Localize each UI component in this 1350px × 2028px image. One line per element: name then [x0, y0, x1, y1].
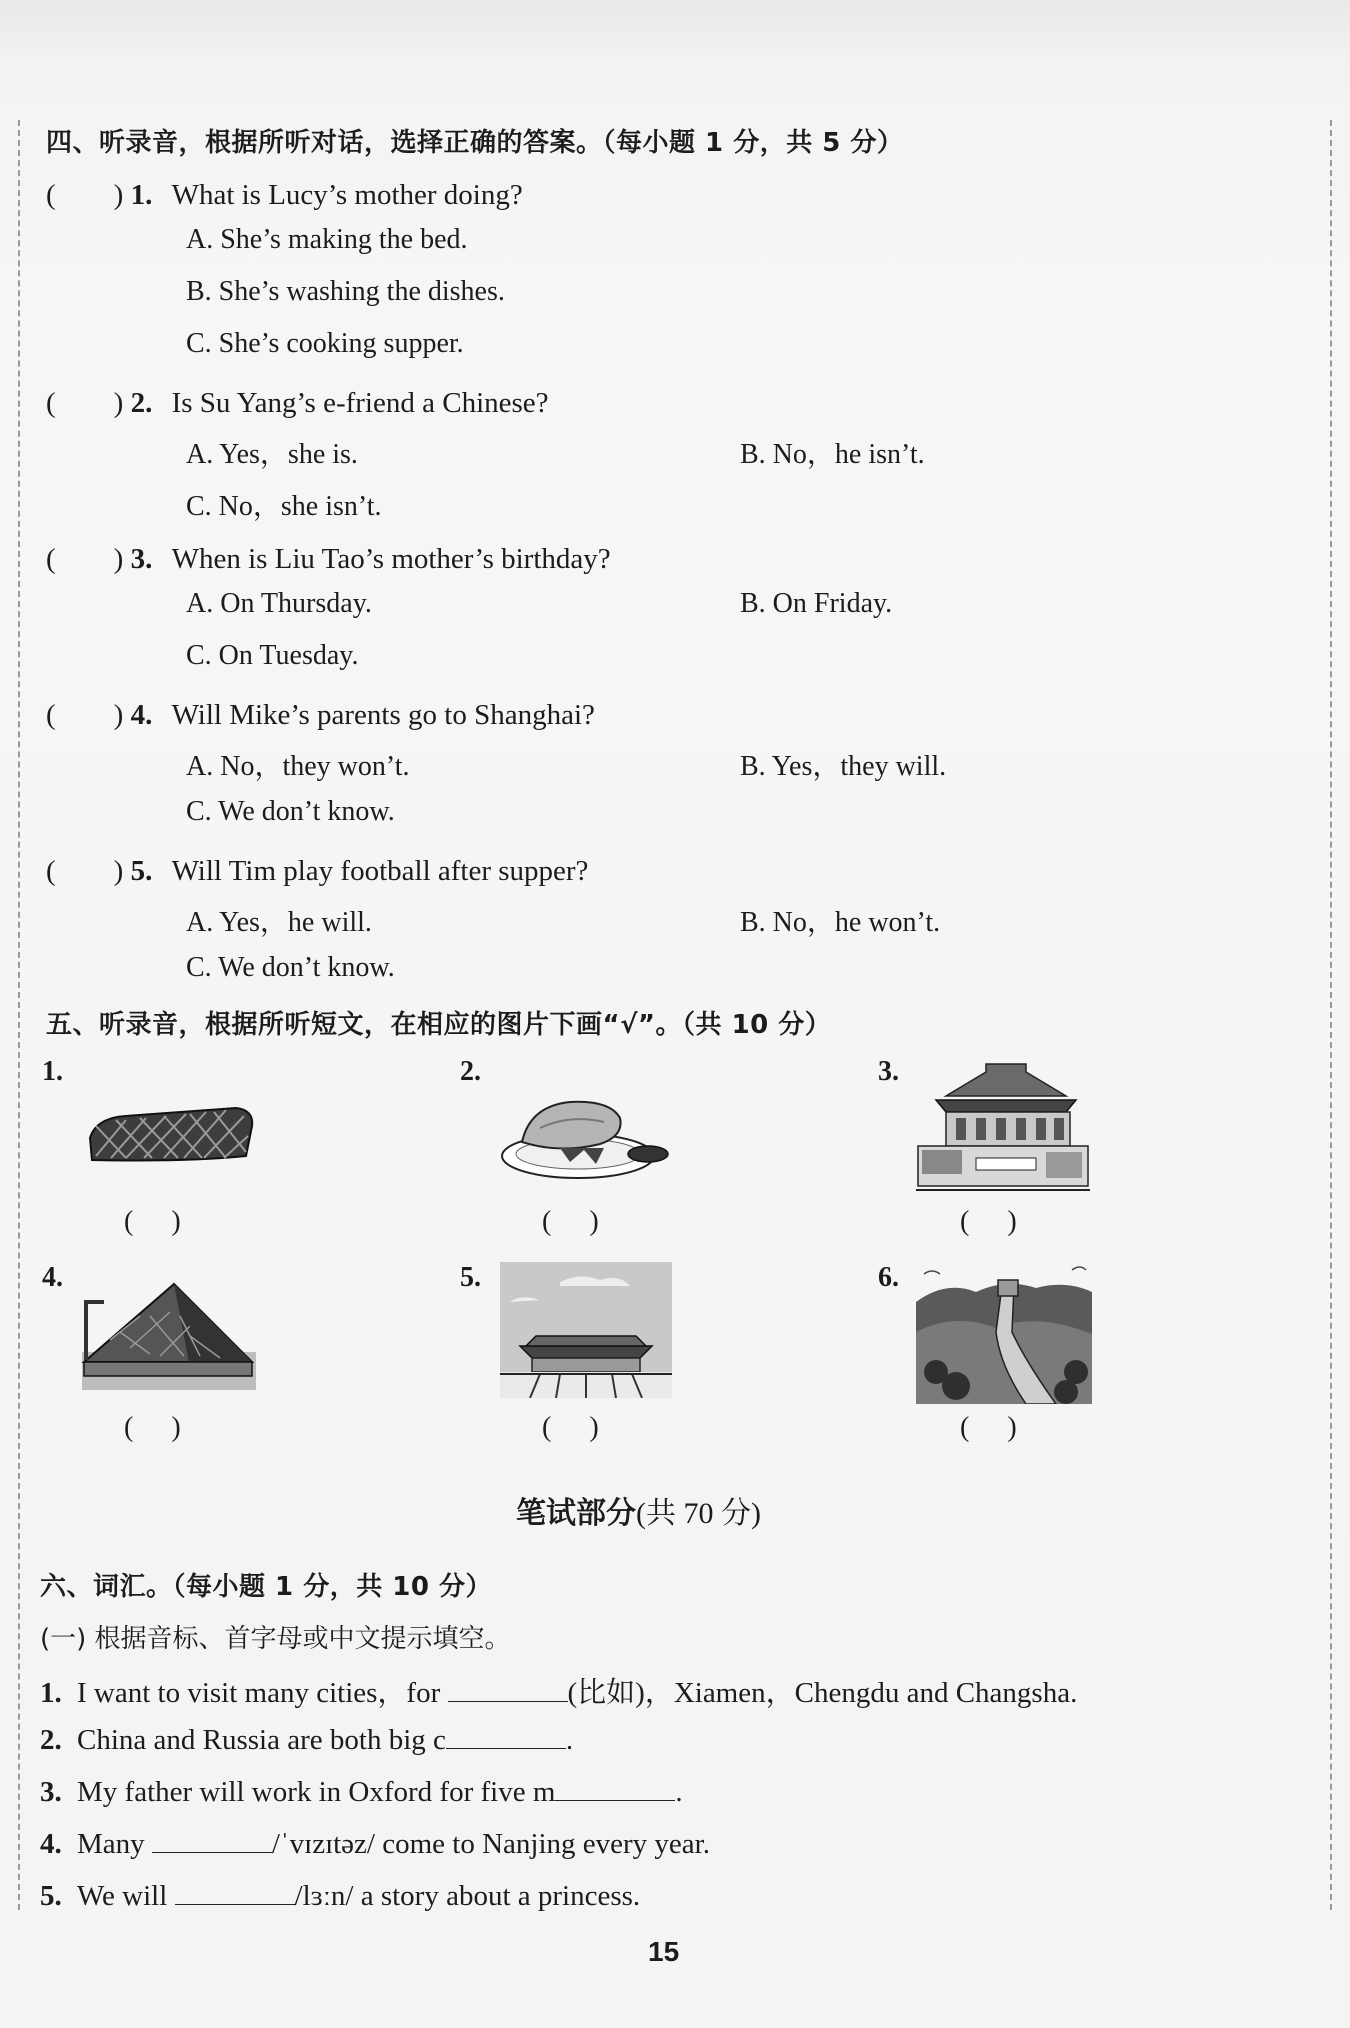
question-text: Will Tim play football after supper? [171, 855, 589, 887]
section5-title: 五、听录音，根据所听短文，在相应的图片下画“√”。（共 10 分） [46, 1010, 832, 1040]
question-5 [46, 848, 588, 889]
answer-blank[interactable] [555, 1774, 675, 1801]
answer-paren[interactable]: ( ) [46, 855, 124, 887]
item-text-pre: Many [77, 1828, 152, 1860]
vocab-item-5 [40, 1878, 640, 1913]
option-c: C. She’s cooking supper. [186, 328, 464, 359]
picture-number: 4. [42, 1262, 63, 1293]
picture-number: 2. [460, 1056, 481, 1087]
tiananmen-gate-icon [500, 1262, 672, 1398]
written-part-title [516, 1488, 761, 1532]
question-text: Will Mike’s parents go to Shanghai? [171, 699, 595, 731]
picture-answer-paren[interactable]: () [960, 1206, 1055, 1237]
picture-answer-paren[interactable]: () [124, 1412, 219, 1443]
written-part-label: 笔试部分 [516, 1496, 636, 1531]
answer-blank[interactable] [446, 1722, 566, 1749]
birds-nest-stadium-icon [86, 1096, 256, 1168]
picture-number: 1. [42, 1056, 63, 1087]
vocab-item-3 [40, 1774, 683, 1809]
item-text-post: /ˈvɪzɪtəz/ come to Nanjing every year. [271, 1828, 710, 1860]
item-text-post: . [565, 1724, 574, 1756]
written-part-score: (共 70 分) [636, 1497, 761, 1530]
question-2 [46, 380, 549, 421]
option-b: B. She’s washing the dishes. [186, 276, 505, 307]
vocab-item-4 [40, 1826, 710, 1861]
page-number: 15 [648, 1936, 680, 1967]
question-text: Is Su Yang’s e-friend a Chinese? [171, 387, 549, 419]
right-margin-line [1330, 120, 1332, 1910]
great-wall-icon [916, 1262, 1092, 1404]
item-text-pre: We will [77, 1880, 175, 1912]
option-b: B. No，he isn’t. [740, 439, 925, 470]
answer-blank[interactable] [152, 1826, 272, 1853]
left-margin-line [18, 120, 20, 1910]
option-b: B. Yes，they will. [740, 751, 947, 782]
question-number: 3. [130, 543, 153, 575]
item-text-pre: I want to visit many cities，for [77, 1677, 448, 1709]
option-c: C. No，she isn’t. [186, 491, 382, 522]
picture-number: 5. [460, 1262, 481, 1293]
picture-answer-paren[interactable]: () [542, 1412, 637, 1443]
question-number: 5. [130, 855, 153, 887]
question-1 [46, 172, 523, 213]
roast-duck-icon [500, 1084, 672, 1184]
question-number: 1. [130, 179, 153, 211]
question-number: 4. [130, 699, 153, 731]
section4-title: 四、听录音，根据所听对话，选择正确的答案。（每小题 1 分，共 5 分） [46, 128, 904, 158]
option-a: A. Yes，she is. [186, 439, 358, 470]
vocab-item-1 [40, 1670, 1077, 1711]
picture-answer-paren[interactable]: () [960, 1412, 1055, 1443]
option-a: A. No，they won’t. [186, 751, 410, 782]
answer-paren[interactable]: ( ) [46, 179, 124, 211]
picture-answer-paren[interactable]: () [542, 1206, 637, 1237]
item-text-post: . [675, 1776, 683, 1808]
item-text-post: /lɜːn/ a story about a princess. [294, 1880, 641, 1912]
item-number: 2. [40, 1724, 62, 1756]
item-text-post: (比如)，Xiamen，Chengdu and Changsha. [567, 1677, 1078, 1709]
answer-blank[interactable] [175, 1878, 295, 1905]
item-text-pre: China and Russia are both big c [77, 1724, 446, 1756]
option-a: A. On Thursday. [186, 588, 372, 619]
section6-title: 六、词汇。（每小题 1 分，共 10 分） [40, 1572, 492, 1602]
item-number: 4. [40, 1828, 62, 1860]
picture-number: 6. [878, 1262, 899, 1293]
section6-subtitle: (一) 根据音标、首字母或中文提示填空。 [40, 1624, 511, 1654]
answer-paren[interactable]: ( ) [46, 543, 124, 575]
option-a: A. Yes，he will. [186, 907, 372, 938]
question-3 [46, 536, 611, 577]
option-a: A. She’s making the bed. [186, 224, 468, 255]
item-text-pre: My father will work in Oxford for five m [77, 1776, 556, 1808]
picture-answer-paren[interactable]: () [124, 1206, 219, 1237]
question-text: When is Liu Tao’s mother’s birthday? [171, 543, 611, 575]
option-c: C. We don’t know. [186, 952, 395, 983]
option-b: B. No，he won’t. [740, 907, 941, 938]
picture-number: 3. [878, 1056, 899, 1087]
question-4 [46, 692, 595, 733]
pyramid-building-icon [80, 1276, 256, 1392]
answer-blank[interactable] [448, 1675, 568, 1702]
item-number: 1. [40, 1677, 62, 1709]
question-number: 2. [130, 387, 153, 419]
option-b: B. On Friday. [740, 588, 893, 619]
answer-paren[interactable]: ( ) [46, 387, 124, 419]
item-number: 5. [40, 1880, 62, 1912]
item-number: 3. [40, 1776, 62, 1808]
option-c: C. On Tuesday. [186, 640, 359, 671]
question-text: What is Lucy’s mother doing? [171, 179, 523, 211]
nanjing-memorial-hall-icon [916, 1060, 1090, 1200]
option-c: C. We don’t know. [186, 796, 395, 827]
vocab-item-2 [40, 1722, 573, 1757]
answer-paren[interactable]: ( ) [46, 699, 124, 731]
